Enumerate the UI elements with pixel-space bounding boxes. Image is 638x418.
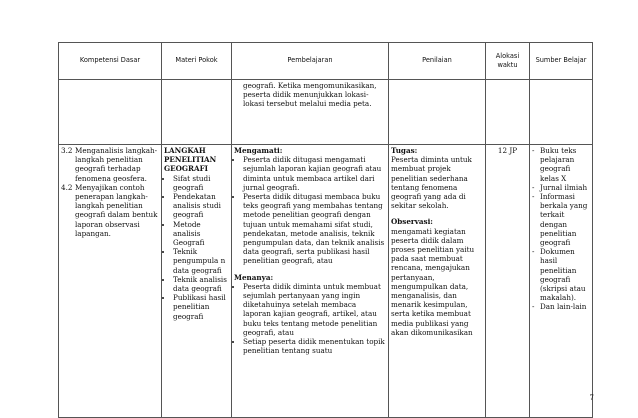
continuation-row [59, 80, 593, 145]
header-kompetensi-dasar: Kompetensi Dasar [59, 43, 162, 80]
kd-item: 3.2 Menganalisis langkah-langkah penelitian geografi terhadap fenomena geosfera. [61, 146, 158, 183]
lesson-plan-table [58, 42, 593, 418]
sumber-cell [530, 145, 593, 418]
list-item: • Teknik pengumpula n data geografi [173, 247, 229, 275]
list-item: • Setiap peserta didik menentukan topik penelitian tentang suatu [243, 337, 386, 355]
menanya-list [234, 282, 386, 356]
alokasi-cell: 12 JP [486, 145, 530, 418]
menanya-title: Menanya: [234, 272, 274, 282]
list-item: - Buku teks pelajaran geografi kelas X [532, 146, 577, 183]
list-item: • Teknik analisis data geografi [173, 275, 229, 293]
penilaian-cell [389, 145, 486, 418]
tugas-title: Tugas: [391, 146, 418, 155]
list-item: • Peserta didik diminta untuk membuat sejumlah pertanyaan yang ingin diketahuinya setelah membaca laporan kajian geografi, artikel, atau buku teks tentang metode penelitian geografi, atau [243, 282, 386, 337]
page-number: 7 [589, 394, 594, 402]
observasi-title: Observasi: [391, 217, 433, 227]
list-item: • Publikasi hasil penelitian geografi [173, 293, 229, 321]
header-alokasi-waktu: Alokasi waktu [486, 43, 530, 80]
list-item: - Informasi berkala yang terkait dengan penelitian geografi [532, 192, 588, 248]
pembelajaran-cell [232, 145, 389, 418]
list-item: - Jurnal ilmiah [532, 182, 588, 192]
list-item: • Pendekatan analisis studi geografi [173, 192, 229, 220]
header-penilaian: Penilaian [389, 43, 486, 80]
list-item: • Peserta didik ditugasi membaca buku teks geografi yang membahas tentang metode penelitian geografi dengan tujuan untuk memahami sifat studi, pendekatan, metode analisis, teknik pengumpulan data, dan teknik analisis data geografi, serta publikasi hasil penelitian geografi, atau [243, 192, 386, 266]
header-row [59, 43, 593, 80]
kd-cell [59, 145, 162, 418]
header-materi-pokok: Materi Pokok [162, 43, 232, 80]
main-row [59, 145, 593, 418]
materi-title: LANGKAH PENELITIAN GEOGRAFI [164, 146, 217, 174]
mengamati-list [234, 155, 386, 265]
tugas-text: Peserta diminta untuk membuat projek penelitian sederhana tentang fenomena geografi yang ada di sekitar sekolah. [391, 155, 472, 211]
list-item: • Metode analisis Geografi [173, 220, 229, 248]
materi-cell [162, 145, 232, 418]
list-item: - Dokumen hasil penelitian geografi (skripsi atau makalah). [532, 247, 586, 303]
header-sumber-belajar: Sumber Belajar [530, 43, 593, 80]
header-pembelajaran: Pembelajaran [232, 43, 389, 80]
continuation-pembelajaran: geografi. Ketika mengomunikasikan, peserta didik menunjukkan lokasi-lokasi tersebut melalui media peta. [232, 80, 389, 145]
mengamati-title: Mengamati: [234, 146, 283, 155]
list-item: • Peserta didik ditugasi mengamati sejumlah laporan kajian geografi atau diminta untuk membaca artikel dari jurnal geografi. [243, 155, 386, 192]
observasi-text: mengamati kegiatan peserta didik dalam proses penelitian yaitu pada saat membuat rencana, mengajukan pertanyaan, mengumpulkan data, menganalisis, dan menarik kesimpulan, serta ketika membuat media publikasi yang akan dikomunikasikan [391, 226, 475, 337]
list-item: • Sifat studi geografi [173, 174, 229, 192]
kd-item: 4.2 Menyajikan contoh penerapan langkah-langkah penelitian geografi dalam bentuk laporan observasi lapangan. [61, 182, 158, 238]
materi-list [164, 174, 229, 321]
list-item: - Dan lain-lain [532, 302, 587, 312]
